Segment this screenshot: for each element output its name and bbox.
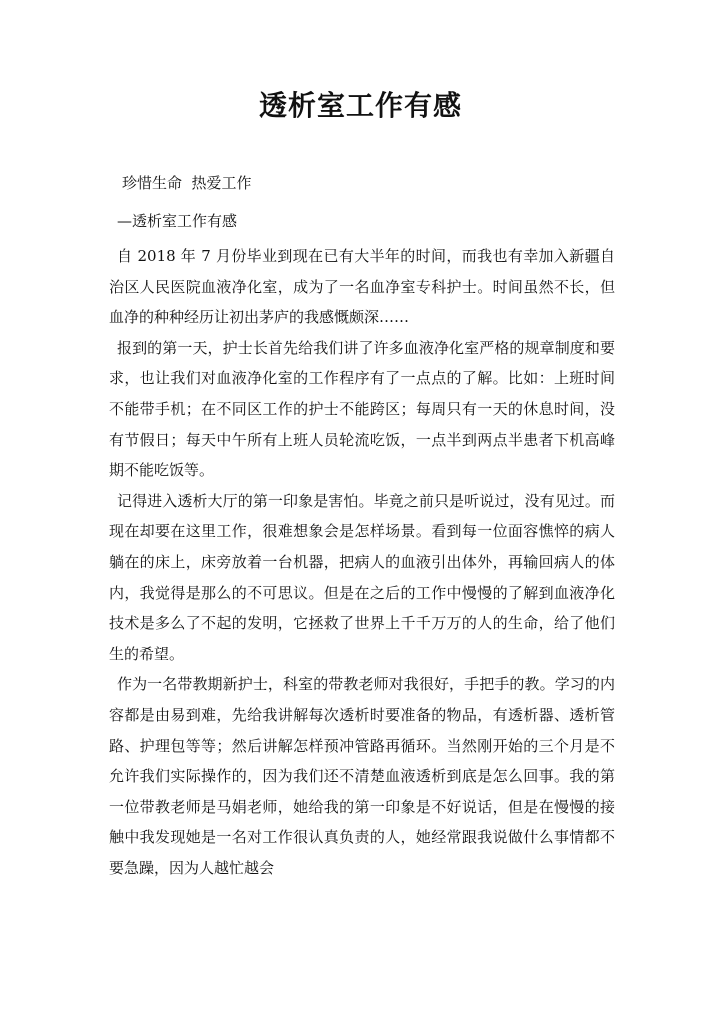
document-subtitle: 珍惜生命 热爱工作 [122,174,252,192]
paragraph: 记得进入透析大厅的第一印象是害怕。毕竟之前只是听说过，没有见过。而现在却要在这里工作，很难想象会是怎样场景。看到每一位面容憔悴的病人躺在的床上，床旁放着一台机器，把病人的血液引出体外，再输回病人的体内，我觉得是那么的不可思议。但是在之后的工作中慢慢的了解到血液净化技术是多么了不起的发明，它拯救了世界上千千万万的人的生命，给了他们生的希望。 [109,491,615,663]
paragraph: 作为一名带教期新护士，科室的带教老师对我很好，手把手的教。学习的内容都是由易到难，先给我讲解每次透析时要准备的物品，有透析器、透析管路、护理包等等；然后讲解怎样预冲管路再循环。当然刚开始的三个月是不允许我们实际操作的，因为我们还不清楚血液透析到底是怎么回事。我的第一位带教老师是马娟老师，她给我的第一印象是不好说话，但是在慢慢的接触中我发现她是一名对工作很认真负责的人，她经常跟我说做什么事情都不要急躁，因为人越忙越会 [109,675,615,877]
paragraph: 自 2018 年 7 月份毕业到现在已有大半年的时间，而我也有幸加入新疆自治区人民医院血液净化室，成为了一名血净室专科护士。时间虽然不长，但血净的种种经历让初出茅庐的我感慨颇深…… [109,247,615,327]
document-title: 透析室工作有感 [258,89,462,122]
paragraph: 报到的第一天，护士长首先给我们讲了许多血液净化室严格的规章制度和要求，也让我们对血液净化室的工作程序有了一点点的了解。比如：上班时间不能带手机；在不同区工作的护士不能跨区；每周只有一天的休息时间，没有节假日；每天中午所有上班人员轮流吃饭，一点半到两点半患者下机高峰期不能吃饭等。 [109,338,615,480]
document-body [109,241,615,883]
document-subtitle-secondary: —透析室工作有感 [117,212,238,230]
